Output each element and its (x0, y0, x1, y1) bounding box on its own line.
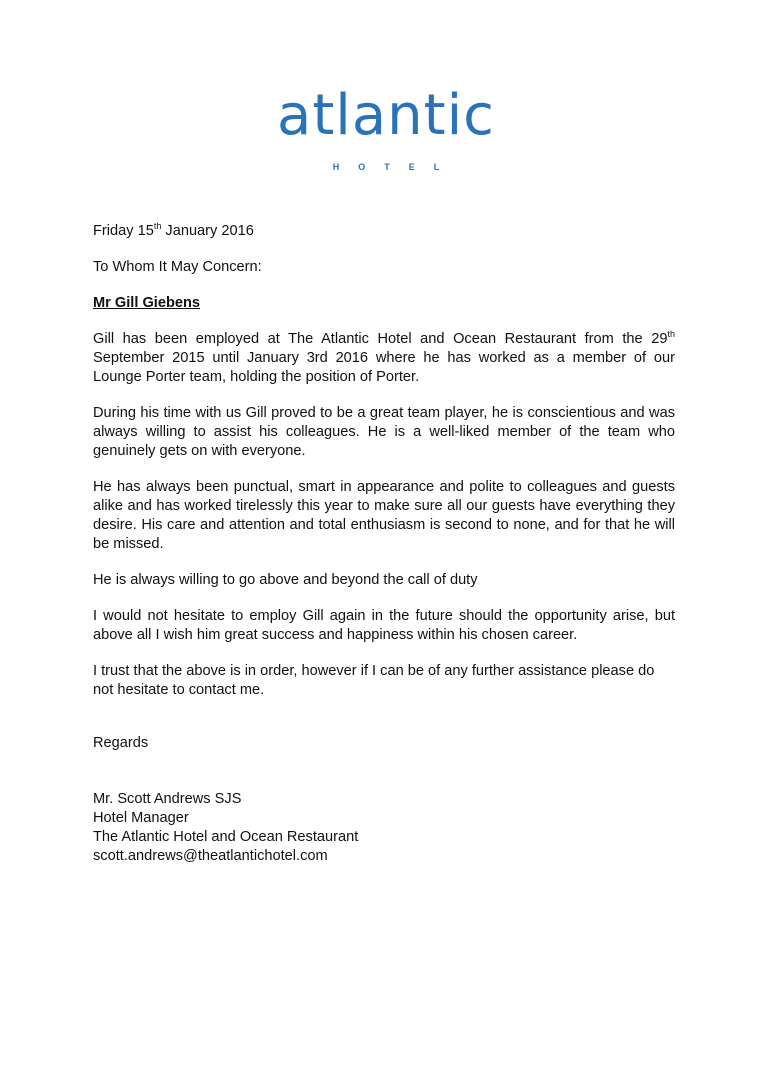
signatory-email[interactable]: scott.andrews@theatlantichotel.com (93, 848, 328, 864)
subject-name: Mr Gill Giebens (93, 295, 201, 311)
signature-block (93, 790, 358, 866)
letter-body (93, 222, 675, 770)
paragraph-conduct: He has always been punctual, smart in appearance and polite to colleagues and guests alike and has worked tirelessly this year to make sure all our guests have everything they desire. His care and attention and total enthusiasm is second to none, and for that he will be missed. (93, 479, 675, 552)
signatory-name: Mr. Scott Andrews SJS (93, 791, 242, 807)
paragraph-recommendation: I would not hesitate to employ Gill again in the future should the opportunity arise, but above all I wish him great success and happiness within his chosen career. (93, 608, 675, 643)
logo-wordmark: atlantic (277, 83, 495, 148)
signatory-title: Hotel Manager (93, 810, 189, 826)
letter-date: Friday 15th January 2016 (93, 221, 254, 239)
closing: Regards (93, 735, 149, 751)
salutation: To Whom It May Concern: (93, 259, 262, 275)
logo-subtitle: HOTEL (332, 162, 459, 172)
signatory-organization: The Atlantic Hotel and Ocean Restaurant (93, 829, 359, 845)
hotel-logo (258, 83, 514, 172)
paragraph-contact: I trust that the above is in order, however if I can be of any further assistance please do not hesitate to contact me. (93, 663, 655, 698)
paragraph-duty: He is always willing to go above and beyond the call of duty (93, 572, 478, 588)
paragraph-teamwork: During his time with us Gill proved to be a great team player, he is conscientious and was always willing to assist his colleagues. He is a well-liked member of the team who genuinely gets on with everyone. (93, 405, 675, 459)
paragraph-employment: Gill has been employed at The Atlantic Hotel and Ocean Restaurant from the 29th September 2015 until January 3rd 2016 where he has worked as a member of our Lounge Porter team, holding the position of Porter. (93, 329, 675, 385)
